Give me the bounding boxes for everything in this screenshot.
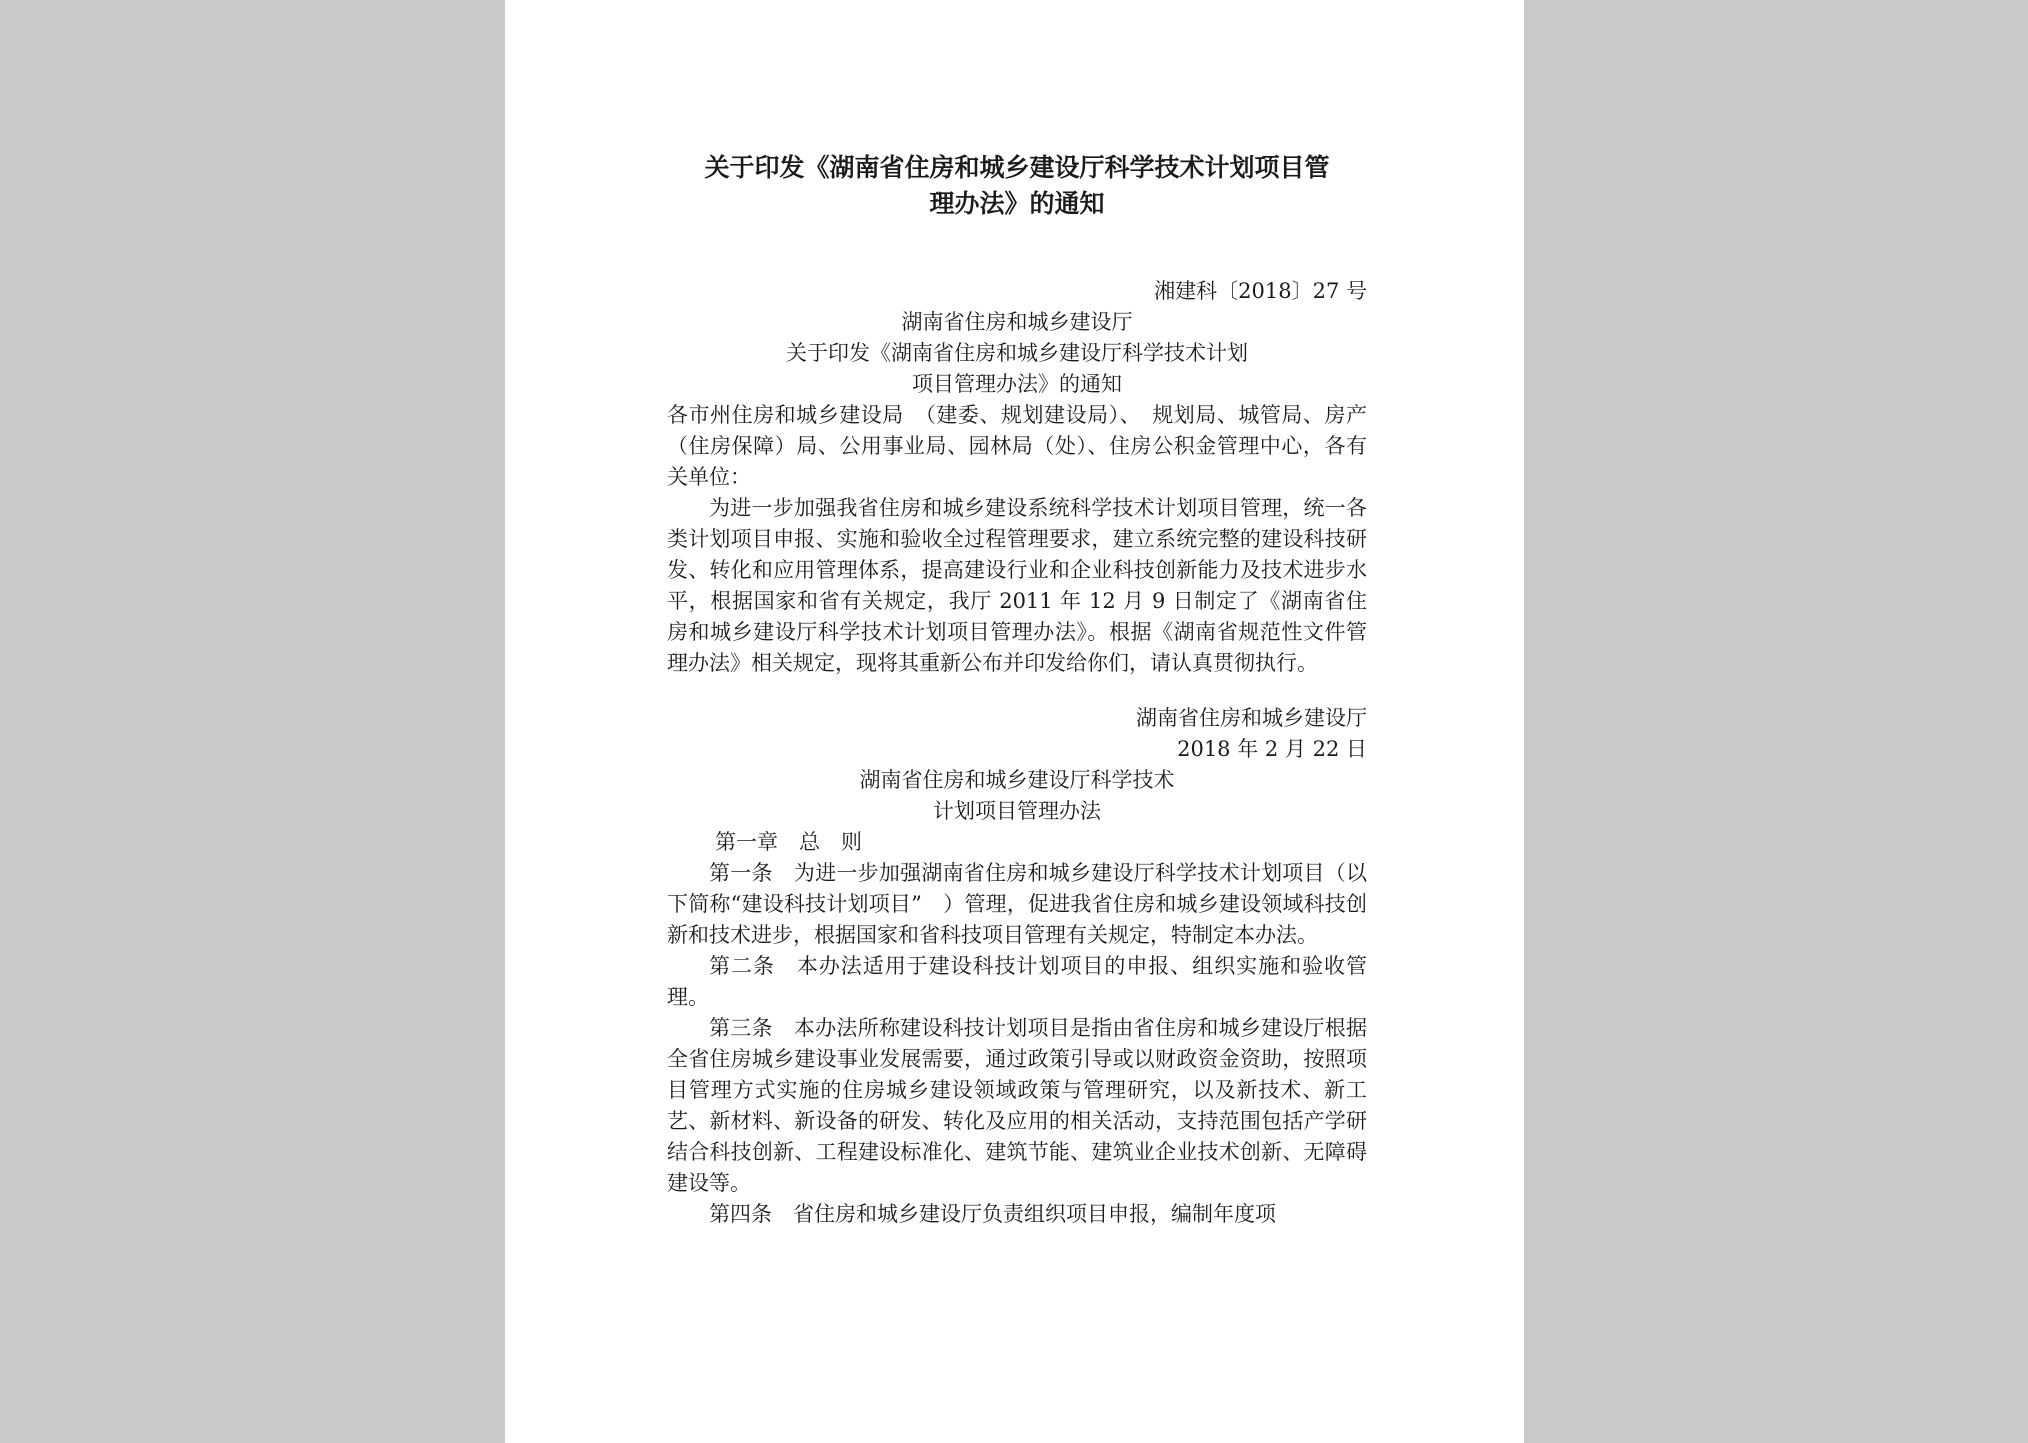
issuer-name: 湖南省住房和城乡建设厅 — [901, 310, 1133, 334]
document-page — [505, 0, 1524, 1443]
document-number: 湘建科〔2018〕27 号 — [1154, 279, 1367, 303]
title-line-2: 理办法》的通知 — [929, 189, 1105, 218]
document-title — [667, 150, 1367, 222]
signature-date: 2018 年 2 月 22 日 — [1177, 737, 1367, 761]
spacer — [667, 679, 1367, 703]
article-1: 第一条 为进一步加强湖南省住房和城乡建设厅科学技术计划项目（以下简称“建设科技计划项目” ）管理，促进我省住房和城乡建设领域科技创新和技术进步，根据国家和省科技项目管理有关规定，特制定本办法。 — [667, 861, 1367, 947]
article-2: 第二条 本办法适用于建设科技计划项目的申报、组织实施和验收管理。 — [667, 954, 1367, 1009]
chapter-heading: 第一章 总 则 — [715, 830, 862, 854]
body-paragraph: 为进一步加强我省住房和城乡建设系统科学技术计划项目管理，统一各类计划项目申报、实施和验收全过程管理要求，建立系统完整的建设科技研发、转化和应用管理体系，提高建设行业和企业科技创新能力及技术进步水平，根据国家和省有关规定，我厅 2011 年 12 月 9 日制定了《湖南省住房和城乡建设厅科学技术计划项目管理办法》。根据《湖南省规范性文件管理办法》相关规定，现将其重新公布并印发给你们，请认真贯彻执行。 — [667, 496, 1367, 675]
article-4: 第四条 省住房和城乡建设厅负责组织项目申报，编制年度项 — [709, 1202, 1276, 1226]
notice-title-line-2: 项目管理办法》的通知 — [912, 372, 1122, 396]
recipients: 各市州住房和城乡建设局 （建委、规划建设局）、 规划局、城管局、房产（住房保障）局、公用事业局、园林局（处）、住房公积金管理中心，各有关单位： — [667, 403, 1367, 489]
measures-title-line-1: 湖南省住房和城乡建设厅科学技术 — [859, 768, 1175, 792]
title-line-1: 关于印发《湖南省住房和城乡建设厅科学技术计划项目管 — [704, 153, 1330, 182]
notice-title-line-1: 关于印发《湖南省住房和城乡建设厅科学技术计划 — [786, 341, 1248, 365]
article-3: 第三条 本办法所称建设科技计划项目是指由省住房和城乡建设厅根据全省住房城乡建设事业发展需要，通过政策引导或以财政资金资助，按照项目管理方式实施的住房城乡建设领域政策与管理研究，以及新技术、新工艺、新材料、新设备的研发、转化及应用的相关活动，支持范围包括产学研结合科技创新、工程建设标准化、建筑节能、建筑业企业技术创新、无障碍建设等。 — [667, 1016, 1367, 1195]
signature-org: 湖南省住房和城乡建设厅 — [1136, 706, 1367, 730]
measures-title-line-2: 计划项目管理办法 — [933, 799, 1101, 823]
document-content — [667, 150, 1367, 1230]
